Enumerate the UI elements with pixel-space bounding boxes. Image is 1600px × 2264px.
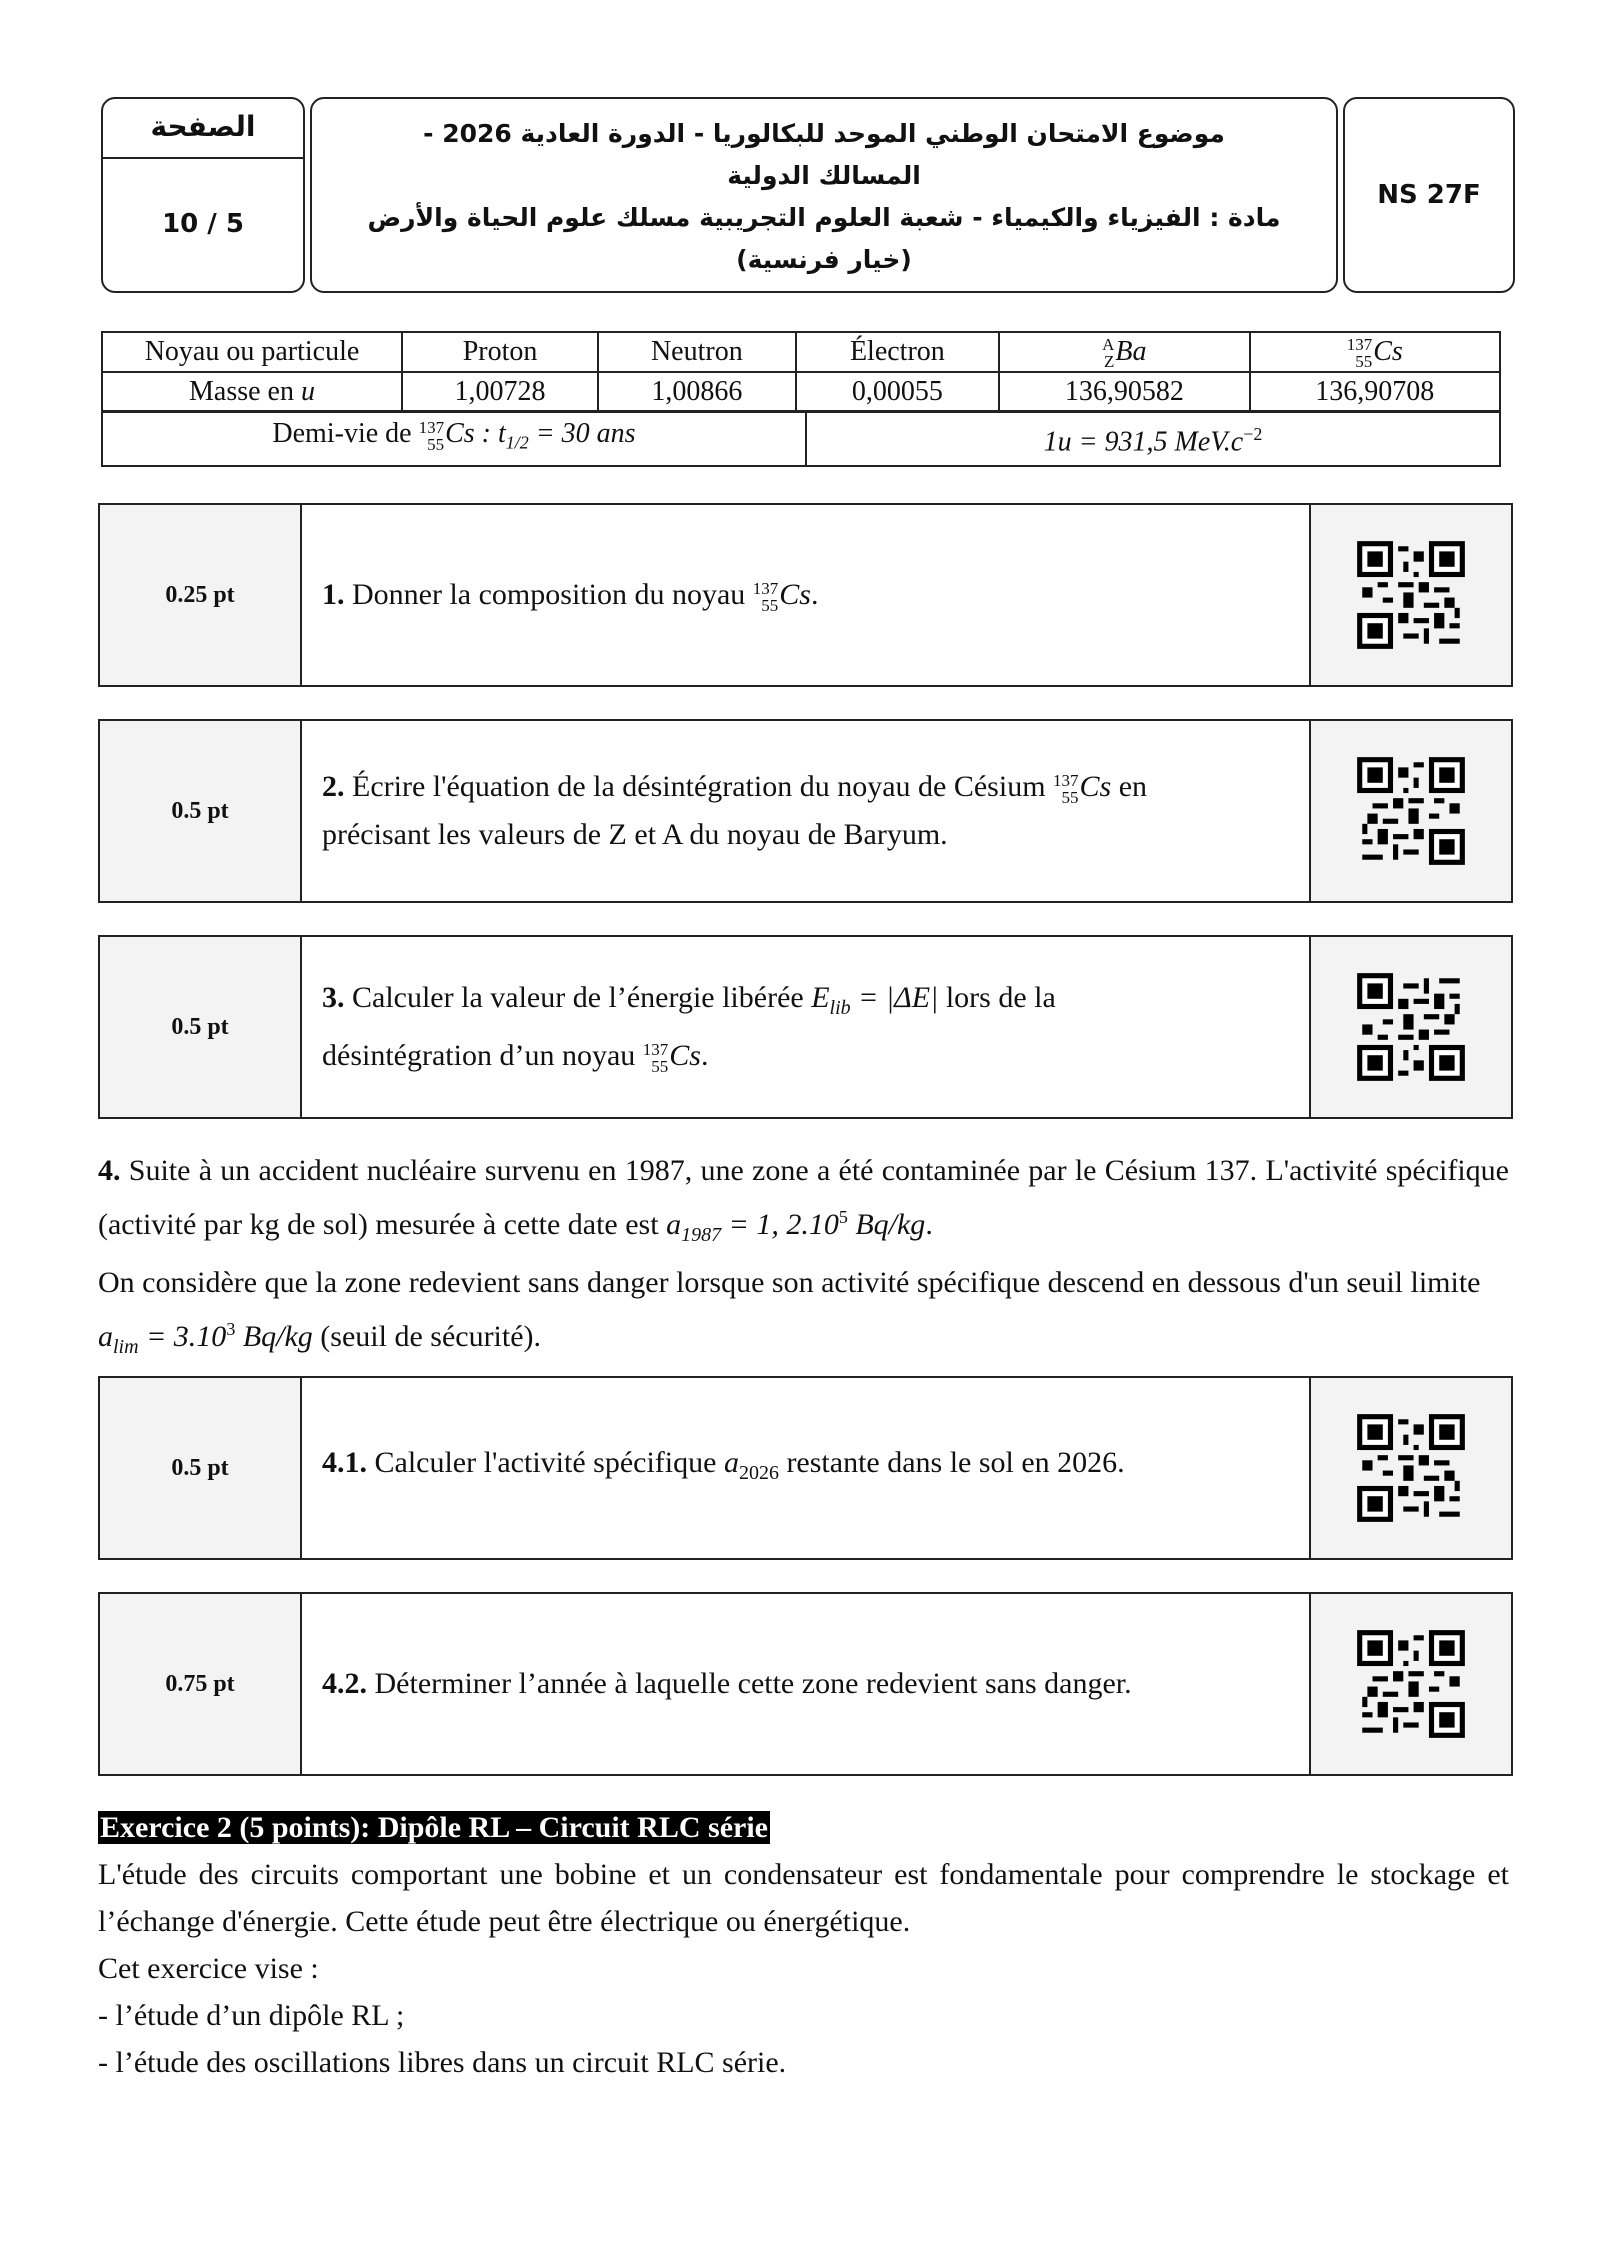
question-body: Écrire l'équation de la désintégration du noyau de Césium	[352, 770, 1046, 803]
cs-atomic-number: 55	[427, 434, 445, 454]
points-label: 0.5 pt	[100, 1378, 302, 1558]
question-tail: en	[1111, 770, 1148, 803]
a1987-sub: 1987	[681, 1224, 722, 1246]
question-4-1	[98, 1376, 1513, 1560]
question-text	[302, 505, 1309, 685]
question-body: Calculer la valeur de l’énergie libérée	[352, 981, 804, 1014]
table-cell	[999, 332, 1249, 372]
qr-code-icon[interactable]	[1309, 721, 1511, 901]
exam-code: NS 27F	[1343, 97, 1515, 293]
table-cell: 136,90582	[999, 372, 1249, 412]
ba-symbol: Ba	[1115, 335, 1147, 367]
question-tail: .	[810, 578, 819, 611]
qr-code-icon[interactable]	[1309, 505, 1511, 685]
question-2	[98, 719, 1513, 903]
exercise-bullet: - l’étude d’un dipôle RL ;	[98, 1999, 405, 2032]
table-cell	[1250, 332, 1500, 372]
exercise-2	[98, 1804, 1509, 2086]
table-cell: 1,00866	[598, 372, 796, 412]
exercise-bullet: - l’étude des oscillations libres dans un circuit RLC série.	[98, 2046, 787, 2079]
question-tail2: .	[700, 1039, 709, 1072]
question-body: Donner la composition du noyau	[352, 578, 746, 611]
ba-mass-number: A	[1102, 335, 1115, 355]
formula: E	[811, 981, 830, 1014]
alim: a	[98, 1320, 113, 1353]
a1987-unit: Bq/kg	[847, 1208, 926, 1241]
table-cell: 0,00055	[796, 372, 1000, 412]
qr-code-icon[interactable]	[1309, 937, 1511, 1117]
constants-table	[101, 410, 1501, 467]
q4-text3: (seuil de sécurité).	[312, 1320, 542, 1353]
points-label: 0.5 pt	[100, 937, 302, 1117]
question-text	[302, 1378, 1309, 1558]
question-body: Déterminer l’année à laquelle cette zone redevient sans danger.	[374, 1667, 1132, 1700]
exercise-paragraph: L'étude des circuits comportant une bobine et un condensateur est fondamentale pour comprendre le stockage et l’échange d'énergie. Cette étude peut être électrique ou énergétique.	[98, 1858, 1509, 1938]
q4-text2: On considère que la zone redevient sans danger lorsque son activité spécifique descend en dessous d'un seuil limite	[98, 1266, 1481, 1299]
question-text	[302, 721, 1309, 901]
a1987-val: = 1, 2.10	[721, 1208, 839, 1241]
alim-val: = 3.10	[138, 1320, 227, 1353]
question-text	[302, 1594, 1309, 1774]
cs-mass-number: 137	[418, 417, 445, 437]
ba-atomic-number: Z	[1104, 352, 1115, 372]
table-cell: Électron	[796, 332, 1000, 372]
cs-mass-number: 137	[1346, 335, 1373, 355]
formula-rest: = |ΔE|	[850, 981, 939, 1014]
question-1	[98, 503, 1513, 687]
mass-table	[101, 331, 1501, 413]
table-cell: Noyau ou particule	[102, 332, 402, 372]
alim-sub: lim	[113, 1336, 139, 1358]
question-tail: restante dans le sol en 2026.	[778, 1446, 1125, 1479]
cs-symbol: Cs	[1373, 335, 1403, 367]
formula: a	[723, 1446, 739, 1479]
page-box	[101, 97, 305, 293]
question-number: 3.	[322, 981, 345, 1014]
question-number: 4.2.	[322, 1667, 367, 1700]
unit-conv: 1u = 931,5 MeV.c	[1043, 426, 1244, 458]
table-cell: 136,90708	[1250, 372, 1500, 412]
exam-title-line3: مادة : الفيزياء والكيمياء - شعبة العلوم التجريبية مسلك علوم الحياة والأرض (خيار فرنسية)	[367, 203, 1281, 274]
page-label: الصفحة	[103, 99, 303, 159]
mass-unit: u	[300, 376, 315, 407]
question-body: Calculer l'activité spécifique	[374, 1446, 717, 1479]
cs-symbol: Cs	[1079, 770, 1112, 803]
question-number: 4.	[98, 1154, 121, 1187]
page-number: 10 / 5	[162, 209, 244, 239]
table-cell: 1,00728	[402, 372, 598, 412]
cs-mass-number: 137	[1053, 771, 1079, 791]
mass-label: Masse en	[189, 376, 294, 407]
points-label: 0.25 pt	[100, 505, 302, 685]
unit-exp: −2	[1243, 424, 1263, 445]
table-cell	[102, 372, 402, 412]
a1987-exp: 5	[838, 1207, 848, 1227]
points-label: 0.75 pt	[100, 1594, 302, 1774]
cs-atomic-number: 55	[1355, 352, 1373, 372]
cs-symbol: Cs	[779, 578, 811, 611]
question-number: 4.1.	[322, 1446, 367, 1479]
formula-sub: lib	[829, 997, 851, 1019]
formula-sub: 2026	[738, 1462, 779, 1484]
cs-atomic-number: 55	[651, 1057, 669, 1077]
alim-exp: 3	[226, 1319, 236, 1339]
table-row	[102, 332, 1500, 372]
exam-title-line1: موضوع الامتحان الوطني الموحد للبكالوريا - الدورة العادية 2026 -	[423, 119, 1225, 148]
halflife-value: = 30 ans	[528, 418, 636, 449]
table-row	[102, 372, 1500, 412]
question-4-intro: 4. Suite à un accident nucléaire survenu en 1987, une zone a été contaminée par le Césium 137. L'activité spécifique (activité par kg de sol) mesurée à cette date est $a_{1987} = 1$, 2.10$^5$ Bq/kg. On considère que la zone redevient sans danger lorsque son activité spécifique descend en dessous d'un seuil limite $a_{lim} = 3.10^3$ Bq/kg (seuil de sécurité).	[98, 1154, 1509, 1358]
unit-conv-cell	[806, 411, 1500, 466]
question-tail: lors de la	[938, 981, 1056, 1014]
halflife-cell	[102, 411, 806, 466]
cs-atomic-number: 55	[761, 596, 779, 616]
qr-code-icon[interactable]	[1309, 1378, 1511, 1558]
question-4-2	[98, 1592, 1513, 1776]
halflife-sub: 1/2	[505, 432, 529, 453]
halflife-expr: Cs : t	[445, 418, 506, 449]
table-cell: Proton	[402, 332, 598, 372]
exercise-objective: Cet exercice vise :	[98, 1952, 319, 1985]
points-label: 0.5 pt	[100, 721, 302, 901]
halflife-label: Demi-vie de	[272, 418, 412, 449]
question-number: 1.	[322, 578, 345, 611]
question-line2: désintégration d’un noyau	[322, 1039, 636, 1072]
exam-title-box	[310, 97, 1338, 293]
a1987: a	[666, 1208, 682, 1241]
exam-title-line2: المسالك الدولية	[727, 161, 921, 190]
cs-symbol: Cs	[669, 1039, 701, 1072]
question-line2: précisant les valeurs de Z et A du noyau de Baryum.	[322, 818, 948, 851]
qr-code-icon[interactable]	[1309, 1594, 1511, 1774]
question-3	[98, 935, 1513, 1119]
cs-atomic-number: 55	[1061, 788, 1079, 808]
cs-mass-number: 137	[752, 579, 779, 599]
table-row	[102, 411, 1500, 466]
cs-mass-number: 137	[642, 1040, 669, 1060]
alim-unit: Bq/kg	[235, 1320, 313, 1353]
table-cell: Neutron	[598, 332, 796, 372]
exercise-title: Exercice 2 (5 points): Dipôle RL – Circuit RLC série	[100, 1811, 768, 1844]
q4-text1: Suite à un accident nucléaire survenu en 1987, une zone a été contaminée par le Césium 137. L'activité spécifique (activité par kg de sol) mesurée à cette date est	[98, 1154, 1509, 1241]
question-text	[302, 937, 1309, 1117]
question-number: 2.	[322, 770, 345, 803]
